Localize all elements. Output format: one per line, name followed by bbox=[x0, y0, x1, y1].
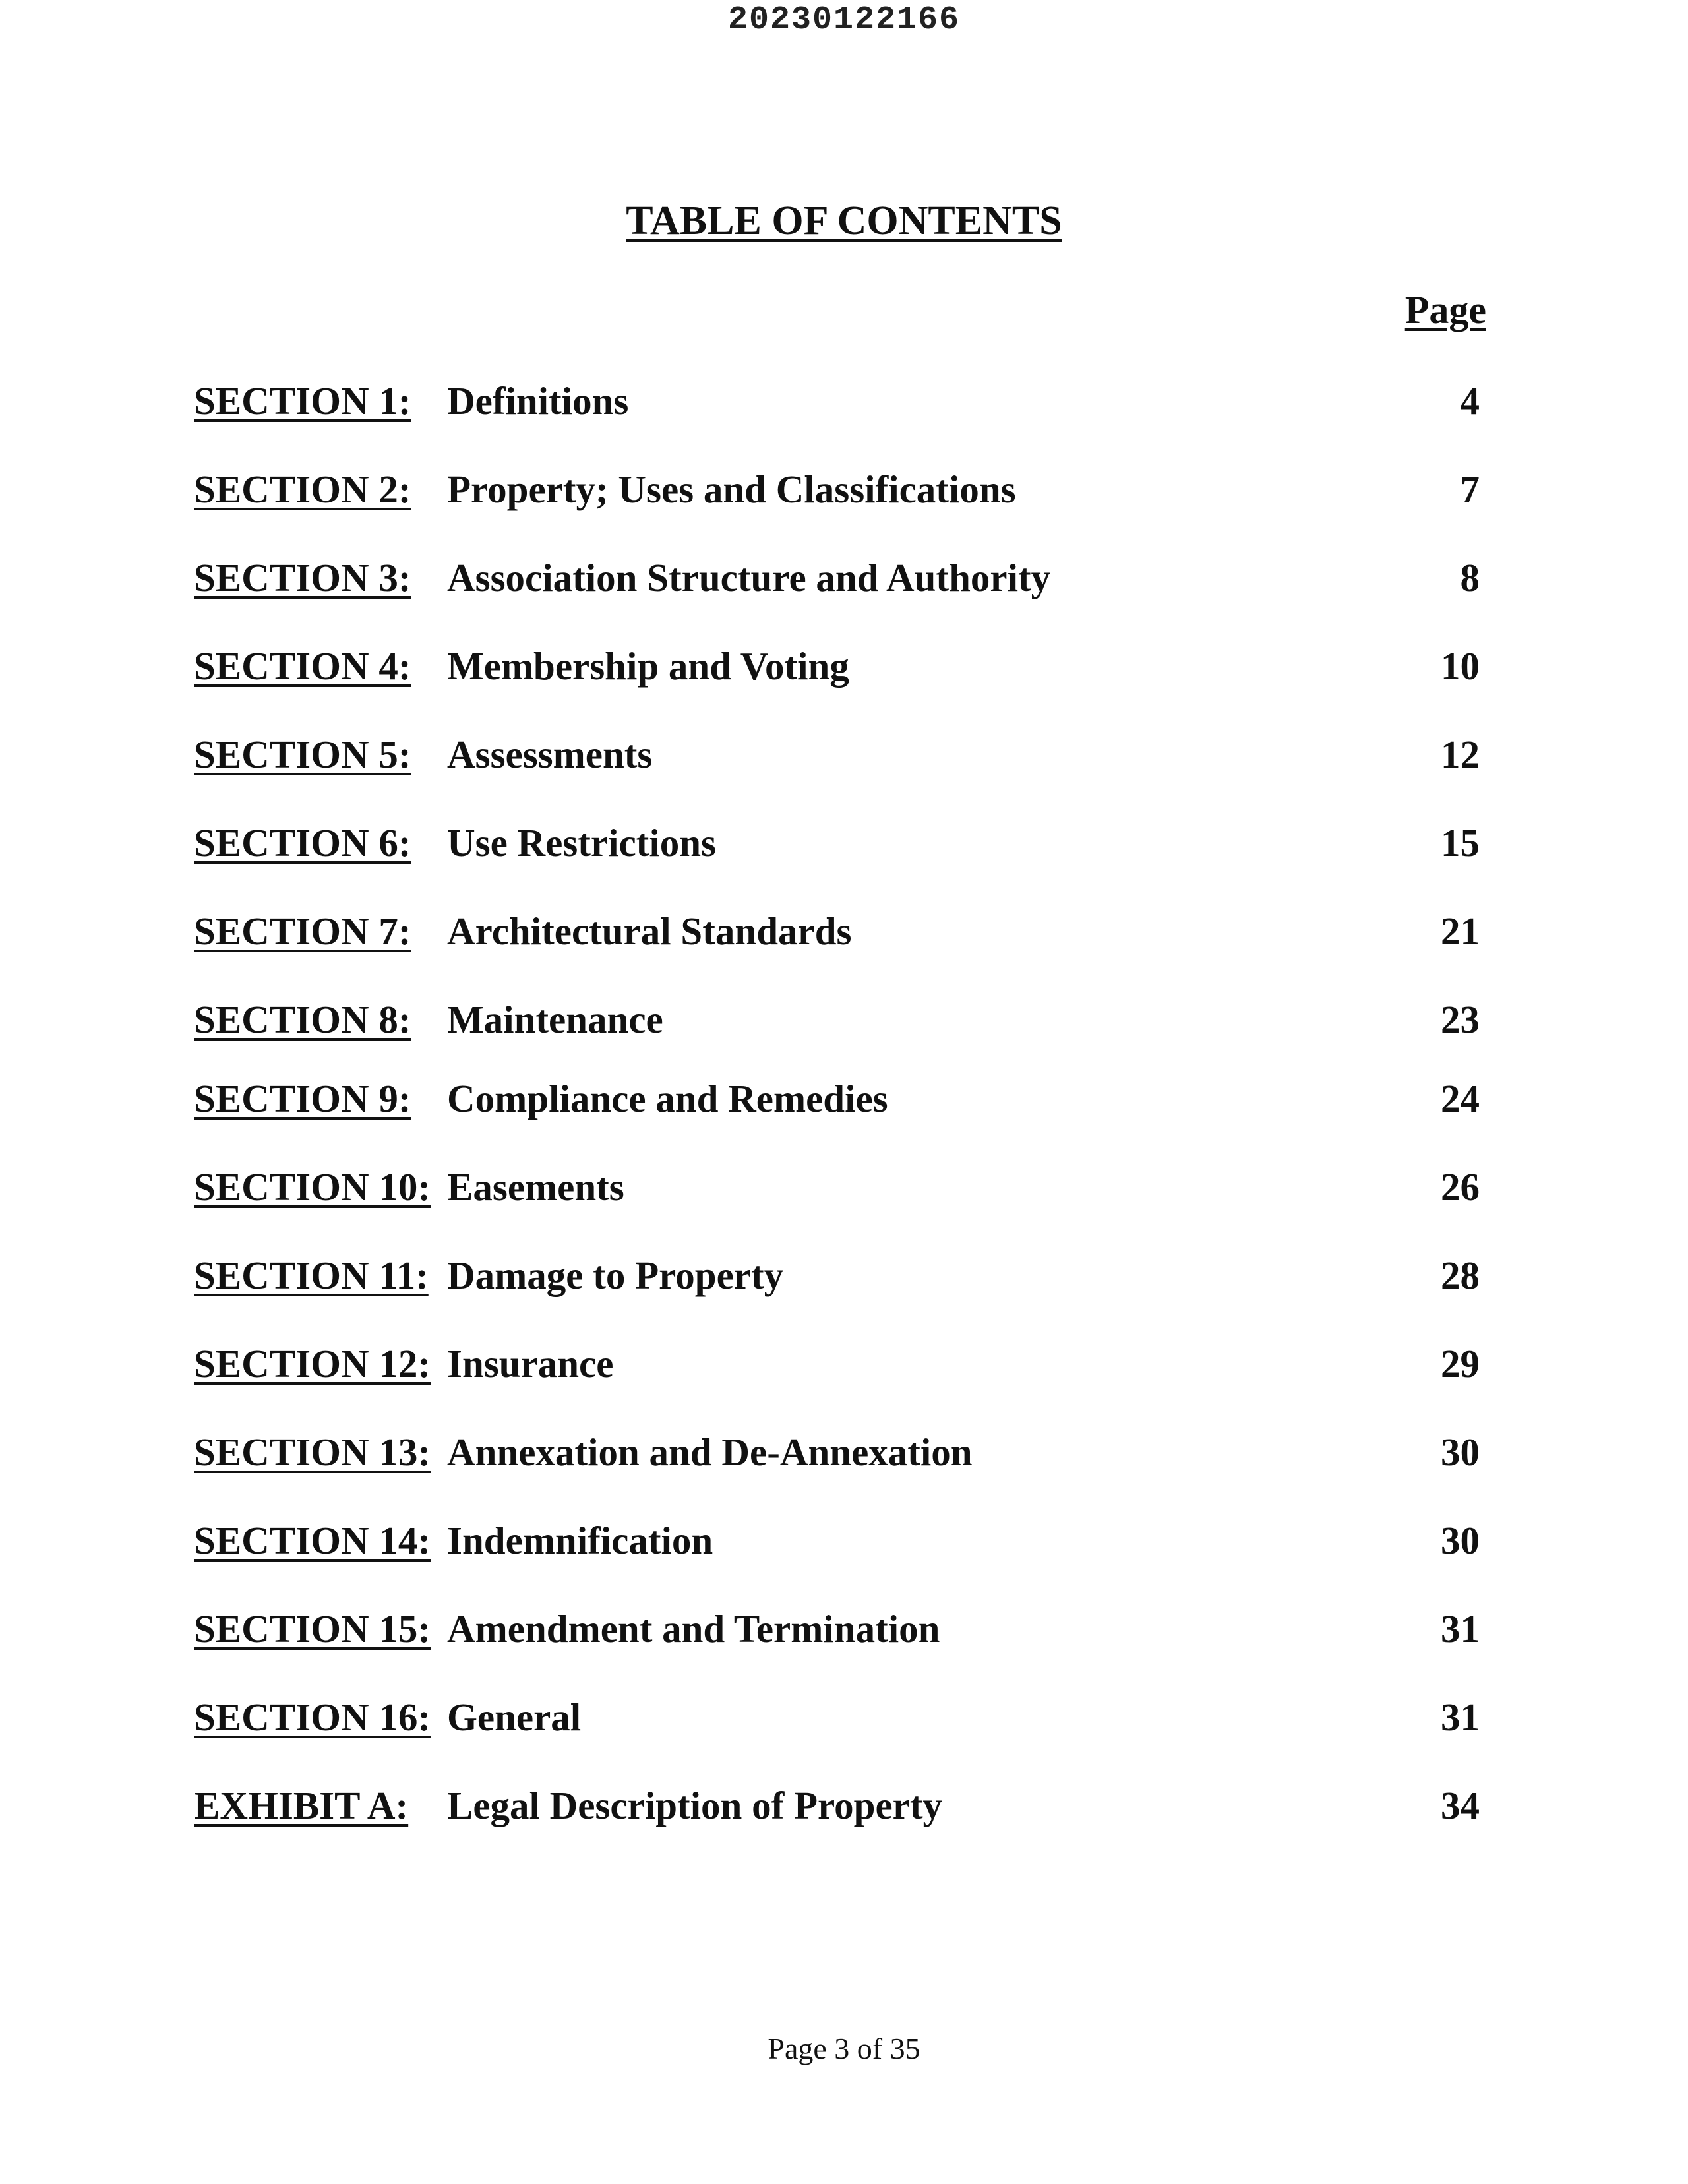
toc-row bbox=[0, 1341, 1688, 1394]
page-column-header: Page bbox=[1404, 288, 1486, 332]
toc-row bbox=[0, 732, 1688, 785]
toc-section-heading: Legal Description of Property bbox=[447, 1784, 943, 1827]
toc-page-number: 26 bbox=[1441, 1165, 1480, 1209]
toc-row bbox=[0, 1253, 1688, 1306]
toc-row bbox=[0, 1076, 1688, 1129]
toc-row bbox=[0, 820, 1688, 873]
toc-row bbox=[0, 467, 1688, 520]
toc-page-number: 28 bbox=[1441, 1254, 1480, 1297]
toc-page-number: 31 bbox=[1441, 1607, 1480, 1651]
toc-section-label: SECTION 12: bbox=[194, 1342, 431, 1385]
toc-section-label: SECTION 6: bbox=[194, 821, 411, 864]
toc-section-label: SECTION 4: bbox=[194, 644, 411, 688]
toc-page-number: 12 bbox=[1441, 733, 1480, 776]
toc-row bbox=[0, 997, 1688, 1050]
toc-page-number: 31 bbox=[1441, 1695, 1480, 1739]
toc-section-heading: General bbox=[447, 1695, 582, 1739]
toc-section-label: SECTION 10: bbox=[194, 1165, 431, 1209]
toc-row bbox=[0, 555, 1688, 608]
toc-section-label: SECTION 3: bbox=[194, 556, 411, 599]
toc-section-heading: Membership and Voting bbox=[447, 644, 849, 688]
toc-page-number: 30 bbox=[1441, 1430, 1480, 1474]
toc-section-heading: Compliance and Remedies bbox=[447, 1077, 888, 1120]
page-footer: Page 3 of 35 bbox=[768, 2032, 920, 2065]
toc-row bbox=[0, 909, 1688, 961]
toc-page-number: 7 bbox=[1460, 468, 1480, 511]
toc-row bbox=[0, 1606, 1688, 1659]
toc-row bbox=[0, 1430, 1688, 1482]
toc-page-number: 23 bbox=[1441, 998, 1480, 1041]
toc-page-number: 29 bbox=[1441, 1342, 1480, 1385]
toc-row bbox=[0, 379, 1688, 431]
toc-section-label: SECTION 7: bbox=[194, 909, 411, 953]
toc-section-label: SECTION 2: bbox=[194, 468, 411, 511]
toc-row bbox=[0, 644, 1688, 696]
toc-section-label: SECTION 16: bbox=[194, 1695, 431, 1739]
toc-section-heading: Maintenance bbox=[447, 998, 663, 1041]
toc-row bbox=[0, 1783, 1688, 1836]
toc-section-heading: Insurance bbox=[447, 1342, 614, 1385]
toc-section-heading: Assessments bbox=[447, 733, 653, 776]
toc-row bbox=[0, 1518, 1688, 1571]
toc-section-label: SECTION 9: bbox=[194, 1077, 411, 1120]
toc-section-label: SECTION 15: bbox=[194, 1607, 431, 1651]
toc-section-heading: Use Restrictions bbox=[447, 821, 716, 864]
toc-section-heading: Amendment and Termination bbox=[447, 1607, 940, 1651]
toc-page-number: 10 bbox=[1441, 644, 1480, 688]
toc-section-heading: Annexation and De-Annexation bbox=[447, 1430, 973, 1474]
toc-section-label: SECTION 8: bbox=[194, 998, 411, 1041]
page-title: TABLE OF CONTENTS bbox=[626, 198, 1062, 243]
toc-page-number: 4 bbox=[1460, 379, 1480, 423]
toc-section-heading: Architectural Standards bbox=[447, 909, 852, 953]
toc-section-heading: Association Structure and Authority bbox=[447, 556, 1051, 599]
toc-section-label: SECTION 13: bbox=[194, 1430, 431, 1474]
toc-section-heading: Definitions bbox=[447, 379, 629, 423]
toc-page-number: 34 bbox=[1441, 1784, 1480, 1827]
toc-section-label: SECTION 11: bbox=[194, 1254, 429, 1297]
toc-page-number: 30 bbox=[1441, 1519, 1480, 1562]
toc-row bbox=[0, 1695, 1688, 1747]
toc-section-heading: Damage to Property bbox=[447, 1254, 784, 1297]
toc-section-label: EXHIBIT A: bbox=[194, 1784, 409, 1827]
toc-row bbox=[0, 1165, 1688, 1217]
toc-page-number: 8 bbox=[1460, 556, 1480, 599]
document-number: 20230122166 bbox=[727, 1, 961, 39]
toc-section-heading: Easements bbox=[447, 1165, 624, 1209]
toc-page-number: 21 bbox=[1441, 909, 1480, 953]
toc-section-label: SECTION 5: bbox=[194, 733, 411, 776]
toc-section-label: SECTION 1: bbox=[194, 379, 411, 423]
toc-page-number: 15 bbox=[1441, 821, 1480, 864]
toc-page-number: 24 bbox=[1441, 1077, 1480, 1120]
toc-section-heading: Indemnification bbox=[447, 1519, 713, 1562]
toc-section-heading: Property; Uses and Classifications bbox=[447, 468, 1016, 511]
toc-section-label: SECTION 14: bbox=[194, 1519, 431, 1562]
